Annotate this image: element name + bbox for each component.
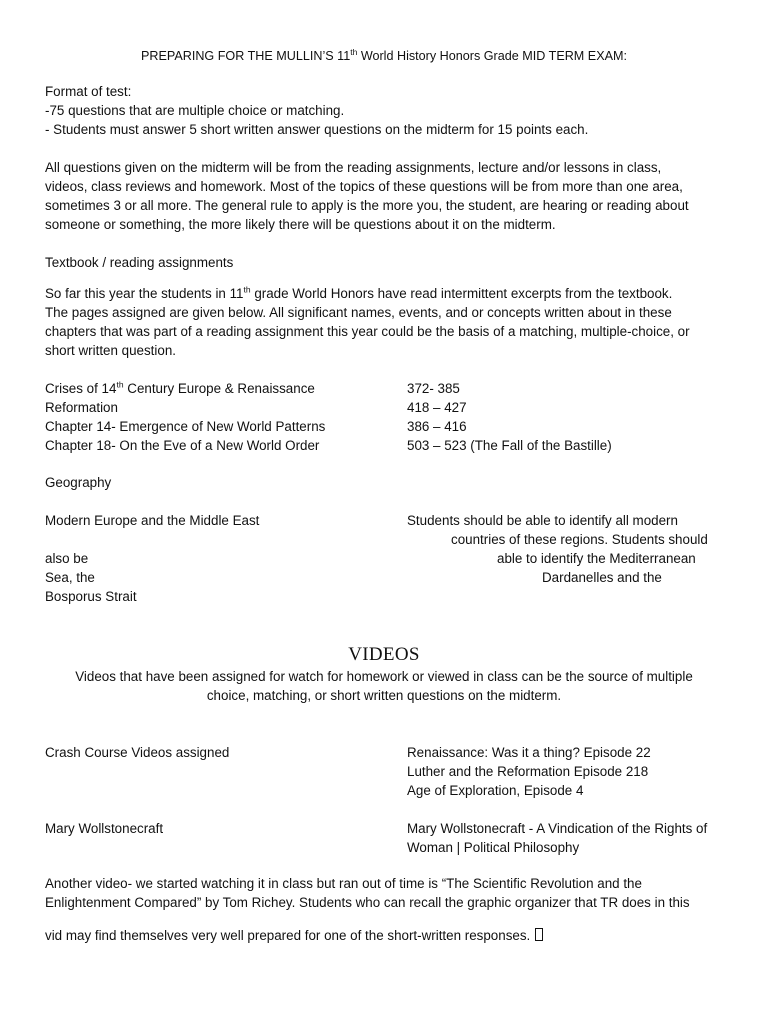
mary-wollstonecraft-label: Mary Wollstonecraft (45, 821, 164, 836)
textbook-heading: Textbook / reading assignments (45, 255, 234, 270)
geography-left-line: Sea, the (45, 570, 95, 585)
intro-paragraph-line: someone or something, the more likely there will be questions about it on the midterm. (45, 217, 556, 232)
reading-topic: Chapter 14- Emergence of New World Patterns (45, 419, 326, 434)
geography-description-line: Dardanelles and the (542, 570, 662, 585)
reading-pages: 372- 385 (407, 381, 460, 396)
title-text-continued: World History Honors Grade MID TERM EXAM: (357, 49, 627, 63)
geography-left-line: Bosporus Strait (45, 589, 137, 604)
videos-heading: VIDEOS (348, 644, 420, 665)
closing-paragraph-line: Enlightenment Compared” by Tom Richey. Students who can recall the graphic organizer that TR does in this (45, 895, 690, 910)
crash-course-video: Luther and the Reformation Episode 218 (407, 764, 649, 779)
geography-region: Modern Europe and the Middle East (45, 513, 260, 528)
missing-glyph-icon (535, 928, 543, 941)
reading-pages: 386 – 416 (407, 419, 467, 434)
reading-topic (45, 379, 315, 398)
page-title (0, 47, 768, 66)
crash-course-video: Renaissance: Was it a thing? Episode 22 (407, 745, 651, 760)
title-text: PREPARING FOR THE MULLIN’S 11 (140, 49, 351, 63)
textbook-text: So far this year the students in 11 (45, 286, 244, 301)
reading-pages: 503 – 523 (The Fall of the Bastille) (407, 438, 612, 453)
geography-description-line: countries of these regions. Students should (451, 532, 708, 547)
title-superscript: th (350, 46, 358, 57)
intro-paragraph-line: videos, class reviews and homework. Most of the topics of these questions will be from more than one area, (45, 179, 683, 194)
reading-topic-superscript: th (116, 379, 124, 390)
closing-paragraph-text: vid may find themselves very well prepared for one of the short-written responses. (45, 928, 534, 943)
intro-paragraph-line: All questions given on the midterm will be from the reading assignments, lecture and/or lessons in class, (45, 160, 662, 175)
format-line-1: -75 questions that are multiple choice or matching. (45, 103, 345, 118)
textbook-paragraph-line: The pages assigned are given below. All significant names, events, and or concepts written about in these (45, 305, 672, 320)
crash-course-video: Age of Exploration, Episode 4 (407, 783, 584, 798)
format-line-2: - Students must answer 5 short written answer questions on the midterm for 15 points each. (45, 122, 589, 137)
textbook-paragraph-line (45, 284, 672, 303)
textbook-text-continued: grade World Honors have read intermittent excerpts from the textbook. (250, 286, 673, 301)
videos-intro-line: Videos that have been assigned for watch for homework or viewed in class can be the source of multiple (75, 669, 693, 684)
reading-topic: Reformation (45, 400, 118, 415)
textbook-paragraph-line: short written question. (45, 343, 176, 358)
mary-wollstonecraft-video: Woman | Political Philosophy (407, 840, 580, 855)
geography-left-line: also be (45, 551, 89, 566)
textbook-superscript: th (243, 284, 251, 295)
reading-topic-text: Crises of 14 (45, 381, 117, 396)
mary-wollstonecraft-video: Mary Wollstonecraft - A Vindication of the Rights of (407, 821, 708, 836)
closing-paragraph-line (45, 926, 543, 945)
geography-description-line: Students should be able to identify all modern (407, 513, 678, 528)
reading-topic-text-continued: Century Europe & Renaissance (123, 381, 315, 396)
closing-paragraph-line: Another video- we started watching it in class but ran out of time is “The Scientific Revolution and the (45, 876, 642, 891)
videos-intro-line: choice, matching, or short written questions on the midterm. (206, 688, 562, 703)
textbook-paragraph-line: chapters that was part of a reading assignment this year could be the basis of a matching, multiple-choice, or (45, 324, 690, 339)
geography-heading: Geography (45, 475, 112, 490)
geography-description-line: able to identify the Mediterranean (497, 551, 696, 566)
crash-course-label: Crash Course Videos assigned (45, 745, 230, 760)
intro-paragraph-line: sometimes 3 or all more. The general rule to apply is the more you, the student, are hearing or reading about (45, 198, 689, 213)
reading-pages: 418 – 427 (407, 400, 467, 415)
format-heading: Format of test: (45, 84, 132, 99)
reading-topic: Chapter 18- On the Eve of a New World Order (45, 438, 320, 453)
